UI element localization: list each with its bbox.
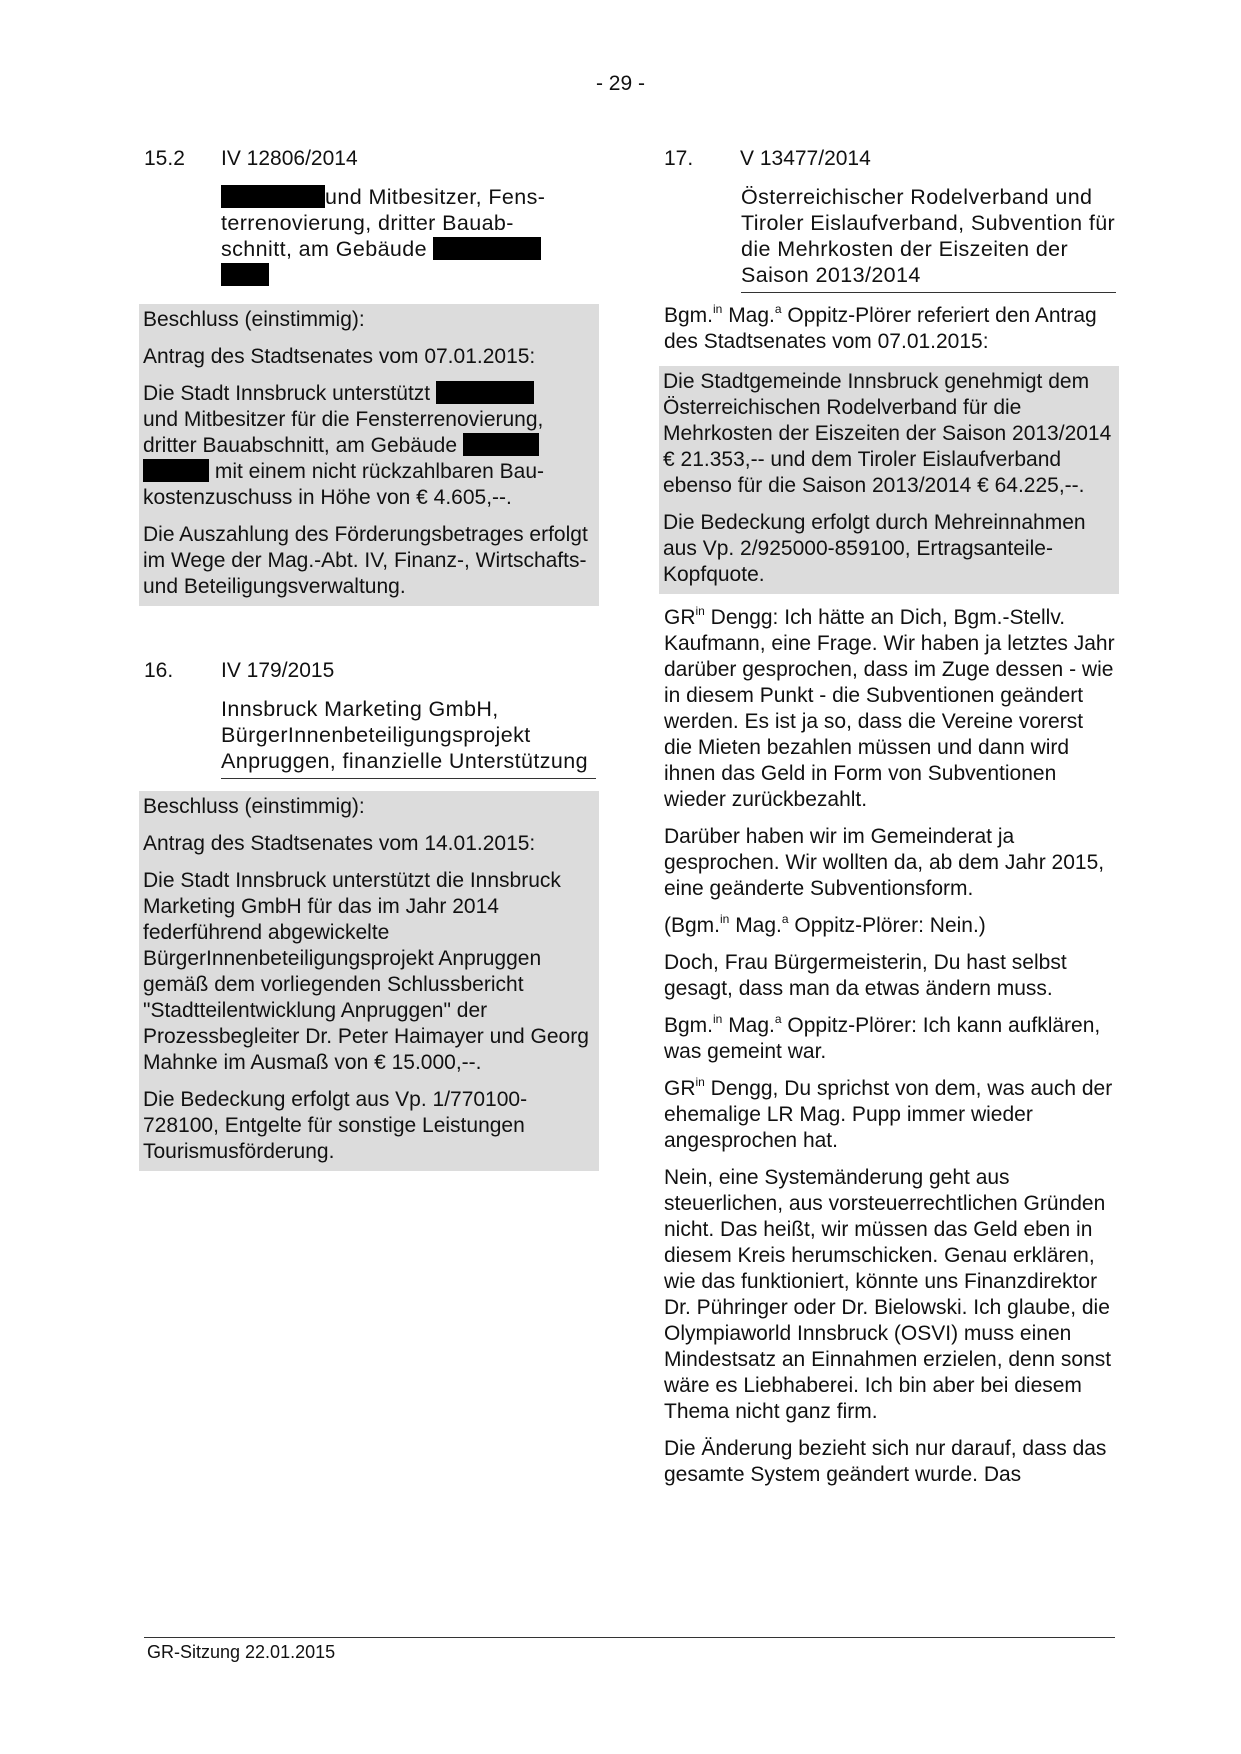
decision-text: Die Stadt Innsbruck unterstützt und Mitbesitzer für die Fensterrenovierung, dritter Bauabschnitt, am Gebäude mit einem nicht rückzahlbaren Bau- kostenzuschuss in Höhe von € 4.605,--. xyxy=(143,382,544,509)
motion-label: Antrag des Stadtsenates vom 07.01.2015: xyxy=(143,345,536,368)
item-heading-15-2 xyxy=(144,146,596,172)
item-subject: Österreichischer Rodelverband und Tiroler Eislaufverband, Subvention für die Mehrkosten der Eiszeiten der Saison 2013/2014 xyxy=(741,184,1116,293)
item-subject: und Mitbesitzer, Fens- terrenovierung, dritter Bauab- schnitt, am Gebäude xyxy=(221,184,596,292)
redaction-bar xyxy=(221,185,325,208)
intro-paragraph: Bgm.$^{in}$ Mag.$^a$ Oppitz-Plörer referiert den Antrag des Stadtsenates vom 07.01.2015: xyxy=(664,302,1097,353)
coverage-text: Die Bedeckung erfolgt aus Vp. 1/770100-728100, Entgelte für sonstige Leistungen Tourismusförderung. xyxy=(143,1088,528,1163)
item-code: V 13477/2014 xyxy=(740,147,871,170)
speech-paragraph: Die Änderung bezieht sich nur darauf, dass das gesamte System geändert wurde. Das xyxy=(664,1437,1107,1486)
item-heading-16 xyxy=(144,658,596,684)
speech-paragraph: Darüber haben wir im Gemeinderat ja gesprochen. Wir wollten da, ab dem Jahr 2015, eine geänderte Subventionsform. xyxy=(664,825,1105,900)
motion-box xyxy=(659,366,1119,594)
footer-text: GR-Sitzung 22.01.2015 xyxy=(147,1642,336,1662)
page-number: - 29 - xyxy=(595,72,645,95)
item-code: IV 12806/2014 xyxy=(221,147,358,170)
item-number: 17. xyxy=(664,147,694,170)
redaction-bar xyxy=(463,433,539,456)
coverage-text: Die Bedeckung erfolgt durch Mehreinnahmen aus Vp. 2/925000-859100, Ertragsanteile-Kopfquote. xyxy=(663,511,1086,586)
decision-label: Beschluss (einstimmig): xyxy=(143,308,365,331)
decision-text: Die Stadt Innsbruck unterstützt die Innsbruck Marketing GmbH für das im Jahr 2014 federführend abgewickelte BürgerInnenbeteiligungsprojekt Anpruggen gemäß dem vorliegenden Schlussbericht "Stadtteilentwicklung Anpruggen" der Prozessbegleiter Dr. Peter Haimayer und Georg Mahnke im Ausmaß von € 15.000,--. xyxy=(143,869,589,1074)
footer-divider xyxy=(144,1637,1115,1638)
decision-box xyxy=(139,791,599,1171)
redaction-bar xyxy=(143,459,209,482)
motion-text: Die Stadtgemeinde Innsbruck genehmigt dem Österreichischen Rodelverband für die Mehrkosten der Eiszeiten der Saison 2013/2014 € 21.353,-- und dem Tiroler Eislaufverband ebenso für die Saison 2013/2014 € 64.225,--. xyxy=(663,370,1112,497)
item-heading-17 xyxy=(664,146,1116,172)
motion-label: Antrag des Stadtsenates vom 14.01.2015: xyxy=(143,832,536,855)
speech-paragraph: $GR^{in}$ Dengg, Du sprichst von dem, was auch der ehemalige LR Mag. Pupp immer wieder angesprochen hat. xyxy=(664,1075,1113,1152)
decision-label: Beschluss (einstimmig): xyxy=(143,795,365,818)
speech-paragraph: (Bgm.$^{in}$ Mag.$^a$ Oppitz-Plörer: Nein.) xyxy=(664,912,986,937)
speech-paragraph: $GR^{in}$ Dengg: Ich hätte an Dich, Bgm.-Stellv. Kaufmann, eine Frage. Wir haben ja letztes Jahr darüber gesprochen, dass im Zuge dessen - wie in diesem Punkt - die Subventionen geändert werden. Es ist ja so, dass die Vereine vorerst die Mieten bezahlen müssen und dann wird ihnen das Geld in Form von Subventionen wieder zurückbezahlt. xyxy=(664,604,1115,811)
decision-box xyxy=(139,304,599,606)
right-column xyxy=(664,146,1116,1499)
speech-paragraph: Doch, Frau Bürgermeisterin, Du hast selbst gesagt, dass man da etwas ändern muss. xyxy=(664,951,1067,1000)
speech-paragraph: Nein, eine Systemänderung geht aus steuerlichen, aus vorsteuerrechtlichen Gründen nicht. Das heißt, wir müssen das Geld eben in diesem Kreis herumschicken. Genau erklären, wie das funktioniert, könnte uns Finanzdirektor Dr. Pühringer oder Dr. Bielowski. Ich glaube, die Olympiaworld Innsbruck (OSVI) muss einen Mindestsatz an Einnahmen erzielen, denn sonst wäre es Liebhaberei. Ich bin aber bei diesem Thema nicht ganz firm. xyxy=(664,1166,1112,1423)
item-subject: Innsbruck Marketing GmbH, BürgerInnenbeteiligungsprojekt Anpruggen, finanzielle Unterstützung xyxy=(221,696,596,779)
item-number: 15.2 xyxy=(144,147,185,170)
redaction-bar xyxy=(221,263,269,286)
item-code: IV 179/2015 xyxy=(221,659,335,682)
left-column xyxy=(144,146,596,1171)
speech-paragraph: Bgm.$^{in}$ Mag.$^a$ Oppitz-Plörer: Ich kann aufklären, was gemeint war. xyxy=(664,1012,1101,1063)
redaction-bar xyxy=(436,381,534,404)
redaction-bar xyxy=(433,237,541,260)
item-number: 16. xyxy=(144,659,174,682)
payment-text: Die Auszahlung des Förderungsbetrages erfolgt im Wege der Mag.-Abt. IV, Finanz-, Wirtschafts- und Beteiligungsverwaltung. xyxy=(143,523,588,598)
